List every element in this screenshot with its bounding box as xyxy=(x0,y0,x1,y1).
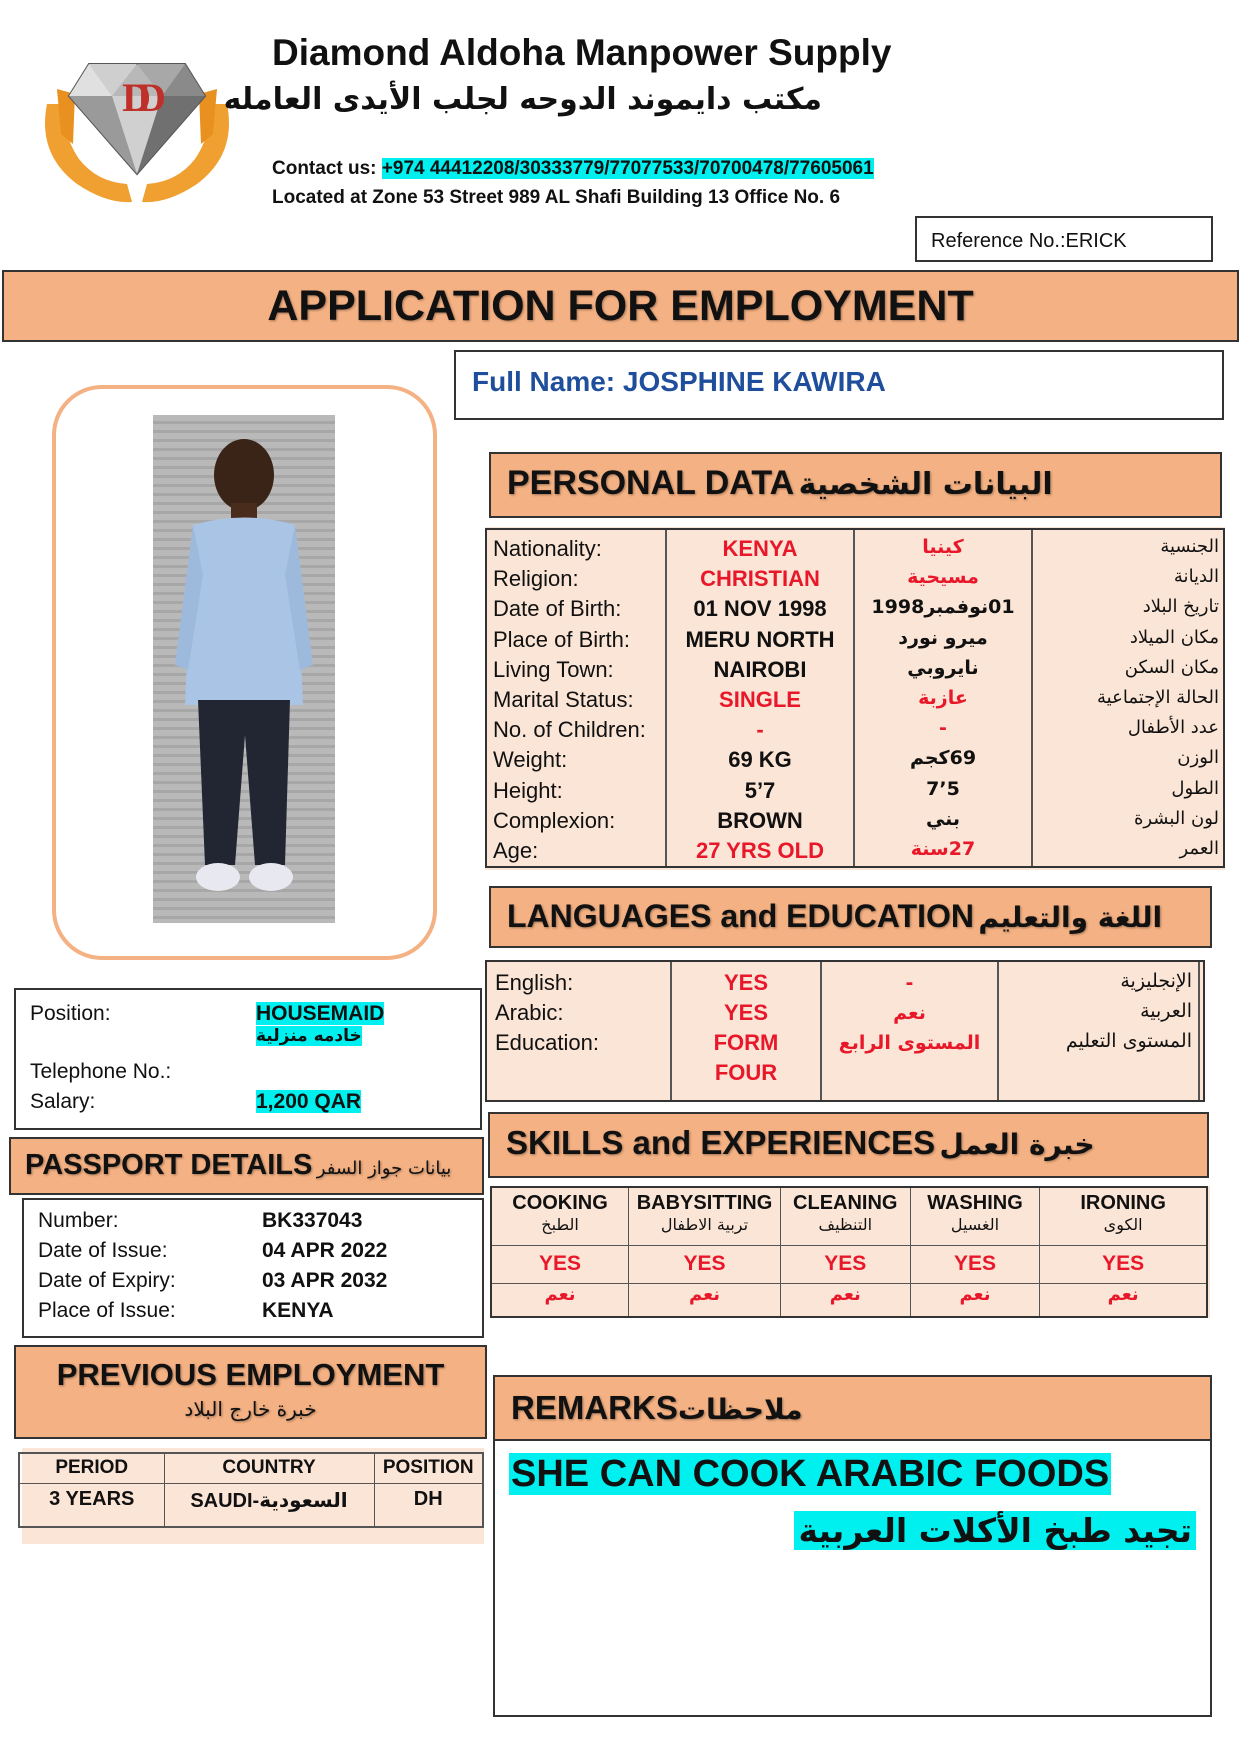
col-divider xyxy=(1031,530,1033,866)
position-value-group xyxy=(256,1002,384,1046)
telephone-label: Telephone No.: xyxy=(30,1060,172,1083)
skill-yes: YES xyxy=(629,1245,781,1283)
languages-values-ar xyxy=(822,968,997,1058)
logo-letters: DD xyxy=(122,75,152,120)
personal-value-ar: كينيا xyxy=(922,536,964,558)
education-label: Education: xyxy=(495,1030,599,1055)
company-logo xyxy=(27,34,247,214)
personal-value-ar: بني xyxy=(925,807,961,830)
english-label: English: xyxy=(495,970,574,995)
previous-employment-table xyxy=(18,1452,484,1528)
arabic-label: Arabic: xyxy=(495,1000,564,1025)
skill-name: IRONING xyxy=(1080,1192,1166,1214)
languages-labels-ar xyxy=(1002,966,1192,1056)
skills-title-ar: خبرة العمل xyxy=(939,1128,1095,1161)
applicant-photo xyxy=(153,415,335,923)
personal-label: Complexion: xyxy=(493,807,616,833)
passport-title: PASSPORT DETAILS xyxy=(25,1149,313,1181)
full-name: Full Name: JOSPHINE KAWIRA xyxy=(472,366,886,397)
passport-row xyxy=(38,1266,468,1296)
english-value: YES xyxy=(723,970,769,995)
passport-title-ar: بيانات جواز السفر xyxy=(316,1158,452,1179)
remarks-text-en-wrap xyxy=(509,1453,1111,1496)
position-value-ar: خادمه منزلية xyxy=(256,1026,362,1046)
title-bar xyxy=(2,270,1239,342)
remarks-title: REMARKS xyxy=(511,1389,678,1426)
passport-label: Date of Issue: xyxy=(38,1239,168,1262)
skill-name-cell xyxy=(1040,1187,1207,1245)
previous-employment-header xyxy=(14,1345,487,1439)
personal-value-ar: - xyxy=(939,717,947,740)
languages-title: LANGUAGES and EDUCATION xyxy=(507,898,974,934)
personal-value-ar: 69كجم xyxy=(909,747,977,770)
arabic-value: YES xyxy=(723,1000,769,1025)
personal-value: 01 NOV 1998 xyxy=(693,596,827,622)
personal-value: 5’7 xyxy=(744,777,776,803)
skill-yes-ar: نعم xyxy=(780,1283,910,1317)
personal-label: Weight: xyxy=(493,747,568,773)
col-divider xyxy=(1198,962,1200,1100)
personal-label-ar: عدد الأطفال xyxy=(1127,717,1219,739)
personal-label: Age: xyxy=(493,838,539,863)
col-divider xyxy=(997,962,999,1100)
personal-label: No. of Children: xyxy=(493,717,646,743)
personal-label-ar: الطول xyxy=(1171,777,1219,799)
position-label: Position: xyxy=(30,1002,111,1025)
country-value: SAUDI-السعودية xyxy=(164,1483,374,1527)
personal-label-ar: مكان الميلاد xyxy=(1129,626,1219,648)
languages-labels xyxy=(495,968,599,1058)
personal-label: Height: xyxy=(493,777,563,803)
arabic-label-ar: العربية xyxy=(1140,1000,1192,1022)
passport-label: Place of Issue: xyxy=(38,1299,176,1322)
passport-header xyxy=(9,1137,484,1195)
languages-header xyxy=(489,886,1212,948)
skill-yes: YES xyxy=(491,1245,629,1283)
personal-value-ar: مسيحية xyxy=(907,566,979,589)
personal-label-ar: لون البشرة xyxy=(1133,807,1219,829)
contact-label: Contact us: xyxy=(272,158,377,179)
position-header: POSITION xyxy=(374,1453,483,1483)
personal-value: CHRISTIAN xyxy=(700,566,820,592)
reference-box xyxy=(915,216,1213,262)
remarks-box xyxy=(493,1441,1212,1717)
passport-row xyxy=(38,1236,468,1266)
personal-value: KENYA xyxy=(722,536,798,561)
period-header: PERIOD xyxy=(19,1453,164,1483)
skill-name-cell xyxy=(629,1187,781,1245)
personal-value: 69 KG xyxy=(728,747,792,773)
personal-value: MERU NORTH xyxy=(685,626,835,652)
languages-values xyxy=(672,968,820,1088)
passport-value: 03 APR 2032 xyxy=(262,1269,388,1292)
personal-value-ar: عازبة xyxy=(918,687,968,709)
languages-title-ar: اللغة والتعليم xyxy=(978,901,1163,934)
company-name-en: Diamond Aldoha Manpower Supply xyxy=(272,32,892,73)
skill-yes-ar: نعم xyxy=(1040,1283,1207,1317)
skills-title: SKILLS and EXPERIENCES xyxy=(506,1124,936,1161)
passport-row xyxy=(38,1296,468,1326)
personal-label: Marital Status: xyxy=(493,687,634,712)
personal-label-ar: العمر xyxy=(1179,838,1219,859)
skill-name: COOKING xyxy=(512,1192,608,1214)
personal-data-title: PERSONAL DATA xyxy=(507,464,795,502)
personal-data-table xyxy=(485,528,1225,868)
personal-data-title-ar: البيانات الشخصية xyxy=(798,467,1053,502)
previous-employment-title-ar: خبرة خارج البلاد xyxy=(184,1397,317,1421)
previous-employment-title: PREVIOUS EMPLOYMENT xyxy=(56,1357,445,1392)
personal-value-ar: ميرو نورد xyxy=(898,626,988,649)
passport-row xyxy=(38,1206,468,1236)
office-location: Located at Zone 53 Street 989 AL Shafi Building 13 Office No. 6 xyxy=(272,187,841,208)
personal-value: SINGLE xyxy=(719,687,801,712)
skill-yes-ar: نعم xyxy=(629,1283,781,1317)
skill-name: CLEANING xyxy=(793,1192,898,1214)
contact-line xyxy=(272,158,874,180)
skill-name-ar: الكوى xyxy=(1103,1215,1143,1234)
personal-label: Place of Birth: xyxy=(493,626,630,652)
skill-name-ar: التنظيف xyxy=(818,1215,873,1234)
skill-name-cell xyxy=(910,1187,1040,1245)
country-header: COUNTRY xyxy=(164,1453,374,1483)
languages-panel xyxy=(485,960,1205,1102)
reference-number: Reference No.:ERICK xyxy=(931,230,1127,252)
skill-yes: YES xyxy=(780,1245,910,1283)
skills-table xyxy=(490,1186,1208,1318)
skill-name: BABYSITTING xyxy=(636,1192,773,1214)
passport-value: 04 APR 2022 xyxy=(262,1239,388,1262)
passport-value: KENYA xyxy=(262,1299,334,1322)
full-name-box xyxy=(454,350,1224,420)
education-value: FORM xyxy=(713,1030,779,1055)
personal-label: Living Town: xyxy=(493,656,614,682)
skill-name-ar: الطبخ xyxy=(541,1215,579,1234)
remarks-text-en: SHE CAN COOK ARABIC FOODS xyxy=(511,1453,1110,1495)
position-value-prev: DH xyxy=(374,1483,483,1527)
salary-value-wrap xyxy=(256,1090,361,1114)
passport-value: BK337043 xyxy=(262,1209,363,1232)
passport-rows xyxy=(38,1206,468,1326)
passport-box xyxy=(22,1198,484,1338)
english-label-ar: الإنجليزية xyxy=(1120,970,1192,992)
personal-label-ar: الوزن xyxy=(1177,747,1219,769)
education-value-ar: المستوى الرابع xyxy=(838,1032,981,1054)
remarks-title-ar: ملاحظات xyxy=(677,1393,803,1426)
company-name-ar: مكتب دايموند الدوحه لجلب الأيدى العامله xyxy=(223,82,822,117)
passport-label: Date of Expiry: xyxy=(38,1269,176,1292)
period-value: 3 YEARS xyxy=(19,1483,164,1527)
personal-value-ar: 01نوفمبر1998 xyxy=(871,596,1015,619)
personal-label-ar: الحالة الإجتماعية xyxy=(1097,687,1219,708)
remarks-header xyxy=(493,1375,1212,1441)
skill-name: WASHING xyxy=(927,1192,1023,1214)
education-label-ar: المستوى التعليم xyxy=(1065,1030,1192,1052)
personal-value: - xyxy=(756,717,764,743)
personal-value-ar: 5’7 xyxy=(926,777,960,800)
skill-name-cell xyxy=(491,1187,629,1245)
salary-value: 1,200 QAR xyxy=(256,1090,362,1113)
education-value-2: FOUR xyxy=(714,1060,778,1085)
personal-label: Religion: xyxy=(493,566,579,592)
personal-value: BROWN xyxy=(717,807,803,833)
personal-value: 27 YRS OLD xyxy=(696,838,824,863)
personal-value-ar: 27سنة xyxy=(910,838,976,860)
remarks-text-ar: تجيد طبخ الأكلات العربية xyxy=(794,1511,1196,1550)
personal-data-header xyxy=(489,452,1222,518)
position-box xyxy=(14,988,482,1130)
remarks-text-ar-wrap xyxy=(794,1511,1196,1550)
position-value: HOUSEMAID xyxy=(256,1002,385,1025)
skills-header xyxy=(488,1112,1209,1178)
skill-yes: YES xyxy=(1040,1245,1207,1283)
page-title: APPLICATION FOR EMPLOYMENT xyxy=(267,282,974,330)
personal-value: NAIROBI xyxy=(713,656,807,682)
arabic-value-ar: نعم xyxy=(893,1002,926,1024)
skill-yes: YES xyxy=(910,1245,1040,1283)
personal-label-ar: الجنسية xyxy=(1160,536,1219,557)
skill-name-ar: الغسيل xyxy=(950,1215,1000,1234)
skill-name-cell xyxy=(780,1187,910,1245)
personal-label-ar: مكان السكن xyxy=(1124,656,1219,678)
skill-yes-ar: نعم xyxy=(910,1283,1040,1317)
personal-label: Nationality: xyxy=(493,536,602,561)
personal-label-ar: تاريخ البلاد xyxy=(1142,596,1219,618)
passport-label: Number: xyxy=(38,1209,119,1232)
skill-name-ar: تربية الاطفال xyxy=(660,1215,749,1234)
salary-label: Salary: xyxy=(30,1090,96,1113)
contact-numbers: +974 44412208/30333779/77077533/70700478/77605061 xyxy=(381,158,874,179)
english-value-ar: - xyxy=(905,972,914,994)
personal-value-ar: نايروبي xyxy=(907,656,979,679)
personal-label: Date of Birth: xyxy=(493,596,622,622)
skill-yes-ar: نعم xyxy=(491,1283,629,1317)
personal-label-ar: الديانة xyxy=(1173,566,1219,588)
